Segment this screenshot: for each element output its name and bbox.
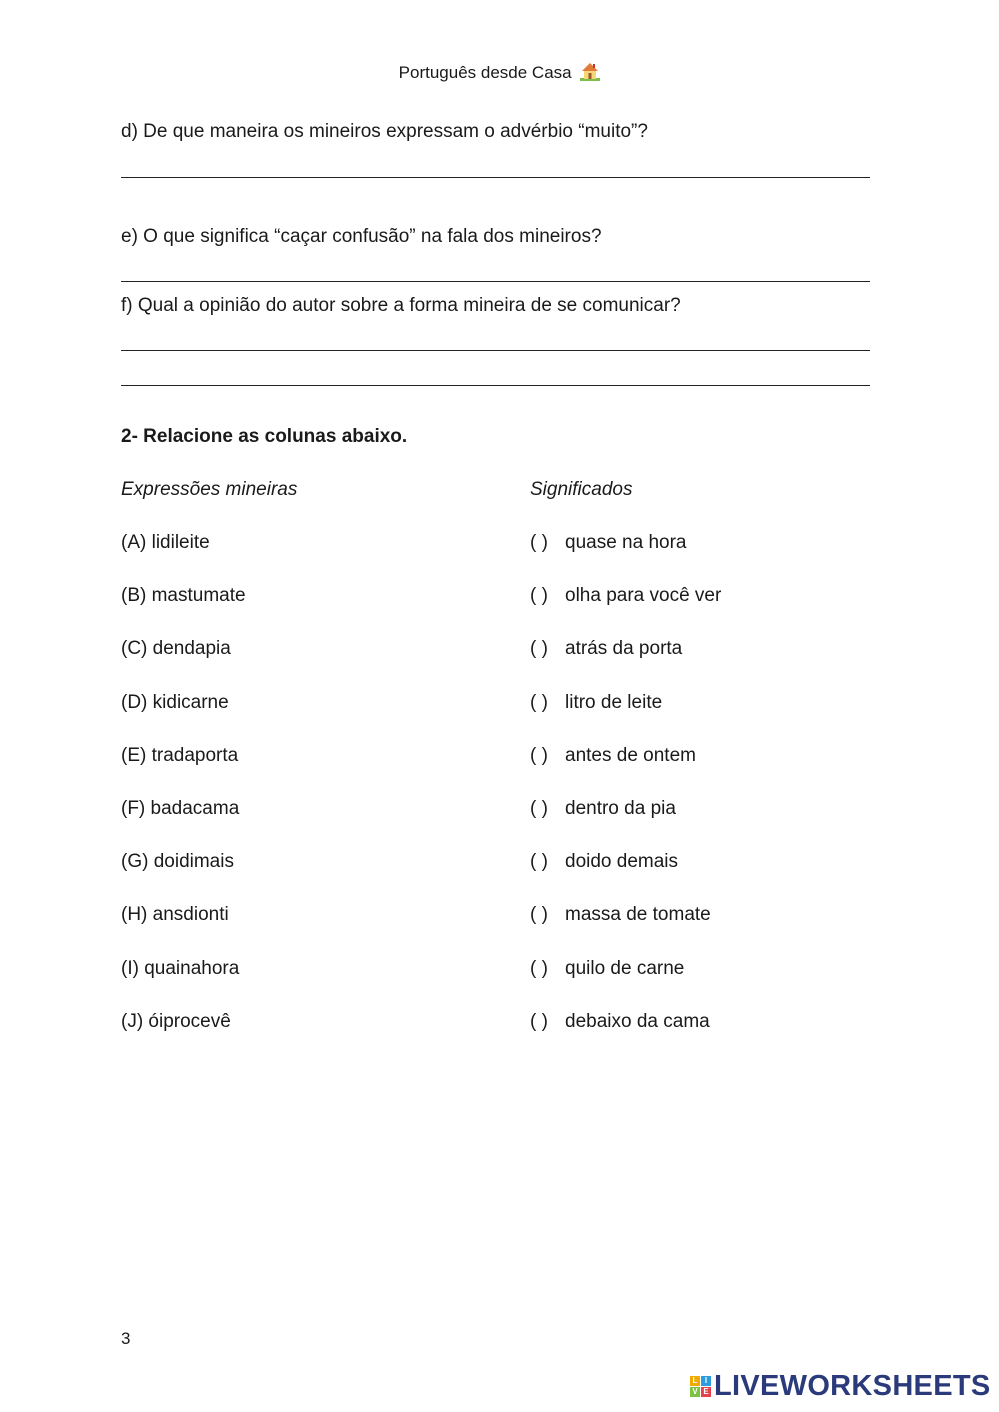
meaning-item	[530, 851, 678, 873]
answer-blank[interactable]: ( )	[530, 692, 548, 713]
answer-line-f2[interactable]	[121, 385, 870, 386]
expression-item: (C) dendapia	[121, 638, 231, 659]
question-f: f) Qual a opinião do autor sobre a forma mineira de se comunicar?	[121, 295, 681, 316]
expression-item: (A) lidileite	[121, 532, 210, 553]
logo-block: V	[690, 1387, 700, 1397]
answer-blank[interactable]: ( )	[530, 904, 548, 925]
question-d: d) De que maneira os mineiros expressam o advérbio “muito”?	[121, 121, 648, 142]
page-number: 3	[121, 1329, 131, 1348]
question-e: e) O que significa “caçar confusão” na fala dos mineiros?	[121, 226, 602, 247]
meaning-text: doido demais	[565, 851, 679, 872]
answer-blank[interactable]: ( )	[530, 958, 548, 979]
page-header-title: Português desde Casa	[398, 63, 572, 82]
meaning-text: massa de tomate	[565, 904, 711, 925]
expression-item: (I) quainahora	[121, 958, 240, 979]
answer-blank[interactable]: ( )	[530, 532, 548, 553]
meaning-text: olha para você ver	[565, 585, 722, 606]
right-column-header: Significados	[530, 479, 633, 500]
meaning-text: litro de leite	[565, 692, 663, 713]
logo-block: E	[701, 1387, 711, 1397]
expression-item: (H) ansdionti	[121, 904, 229, 925]
logo-blocks	[690, 1376, 711, 1397]
meaning-item	[530, 1011, 710, 1033]
house-icon	[580, 61, 600, 81]
expression-item: (D) kidicarne	[121, 692, 229, 713]
meaning-item	[530, 904, 711, 926]
answer-blank[interactable]: ( )	[530, 585, 548, 606]
meaning-text: quase na hora	[565, 532, 687, 553]
meaning-item	[530, 532, 687, 554]
answer-blank[interactable]: ( )	[530, 745, 548, 766]
page-header	[0, 61, 999, 83]
logo-block: L	[690, 1376, 700, 1386]
answer-blank[interactable]: ( )	[530, 798, 548, 819]
meaning-item	[530, 585, 721, 607]
meaning-text: antes de ontem	[565, 745, 696, 766]
meaning-text: dentro da pia	[565, 798, 676, 819]
meaning-item	[530, 745, 696, 767]
expression-item: (E) tradaporta	[121, 745, 239, 766]
expression-item: (B) mastumate	[121, 585, 246, 606]
meaning-text: atrás da porta	[565, 638, 683, 659]
meaning-text: debaixo da cama	[565, 1011, 710, 1032]
answer-line-d[interactable]	[121, 177, 870, 178]
meaning-text: quilo de carne	[565, 958, 685, 979]
left-column-header: Expressões mineiras	[121, 479, 298, 500]
answer-blank[interactable]: ( )	[530, 1011, 548, 1032]
liveworksheets-logo	[690, 1370, 991, 1403]
answer-blank[interactable]: ( )	[530, 638, 548, 659]
meaning-item	[530, 638, 682, 660]
meaning-item	[530, 958, 684, 980]
answer-line-f1[interactable]	[121, 350, 870, 351]
meaning-item	[530, 798, 676, 820]
section2-title: 2- Relacione as colunas abaixo.	[121, 426, 408, 447]
meaning-item	[530, 692, 662, 714]
expression-item: (F) badacama	[121, 798, 240, 819]
answer-line-e[interactable]	[121, 281, 870, 282]
logo-block: I	[701, 1376, 711, 1386]
expression-item: (G) doidimais	[121, 851, 234, 872]
expression-item: (J) óiprocevê	[121, 1011, 231, 1032]
answer-blank[interactable]: ( )	[530, 851, 548, 872]
logo-text: LIVEWORKSHEETS	[714, 1370, 991, 1402]
